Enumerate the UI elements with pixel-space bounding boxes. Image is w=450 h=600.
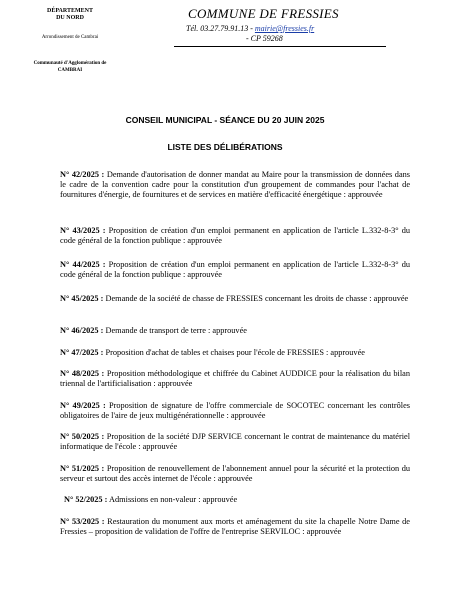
- deliberation-item: [60, 348, 410, 358]
- deliberation-text: Restauration du monument aux morts et aménagement du site la chapelle Notre Dame de Fressies – proposition de validation de l'offre de l'entreprise SERVILOC : approuvée: [60, 517, 410, 536]
- deliberation-number: N° 42/2025 :: [60, 170, 105, 179]
- deliberation-number: N° 43/2025 :: [60, 226, 106, 235]
- deliberation-number: N° 53/2025 :: [60, 517, 105, 526]
- deliberation-text: Demande d'autorisation de donner mandat au Maire pour la transmission de données dans le cadre de la convention cadre pour la constitution d'un groupement de commandes pour l'achat de fournitures d'énergie, de fournitures et de services en matière d'efficacité énergétique : approuvée: [60, 170, 411, 199]
- deliberation-text: Demande de transport de terre : approuvée: [105, 326, 247, 335]
- deliberation-item: [60, 369, 410, 389]
- deliberation-number: N° 44/2025 :: [60, 260, 106, 269]
- deliberation-number: N° 45/2025 :: [60, 294, 104, 303]
- header-divider: [174, 46, 386, 47]
- communaute-label: [20, 60, 120, 74]
- postcode-line: - CP 59268: [246, 34, 283, 43]
- deliberation-number: N° 47/2025 :: [60, 348, 104, 357]
- deliberation-text: Admissions en non-valeur : approuvée: [109, 495, 238, 504]
- deliberation-item: [60, 260, 410, 280]
- deliberation-item: [60, 432, 410, 452]
- deliberation-item: [60, 294, 410, 304]
- deliberation-number: N° 52/2025 :: [64, 495, 108, 504]
- communaute-line-1: Communauté d'Agglomération de: [33, 61, 107, 66]
- deliberation-item: [60, 401, 410, 421]
- deliberation-item: [64, 495, 414, 505]
- deliberation-text: Demande de la société de chasse de FRESSIES concernant les droits de chasse : approuvée: [105, 294, 409, 303]
- deliberation-text: Proposition de signature de l'offre commerciale de SOCOTEC concernant les contrôles obligatoires de l'aire de jeux multigénérationnelle : approuvée: [60, 401, 410, 420]
- department-line-2: DU NORD: [56, 15, 84, 21]
- deliberation-item: [60, 517, 410, 537]
- arrondissement-label: Arrondissement de Cambrai: [41, 35, 99, 40]
- deliberation-item: [60, 226, 410, 246]
- postcode: CP 59268: [250, 34, 283, 43]
- deliberation-number: N° 50/2025 :: [60, 432, 105, 441]
- phone-number: Tél. 03.27.79.91.13: [186, 24, 249, 33]
- deliberation-number: N° 51/2025 :: [60, 464, 105, 473]
- commune-title: COMMUNE DE FRESSIES: [188, 6, 339, 21]
- deliberation-text: Proposition de création d'un emploi permanent en application de l'article L.332-8-3° du code général de la fonction publique : approuvée: [60, 260, 411, 279]
- deliberation-number: N° 49/2025 :: [60, 401, 106, 410]
- deliberation-item: [60, 326, 410, 336]
- deliberation-text: Proposition de la société DJP SERVICE concernant le contrat de maintenance du matériel informatique de l'école : approuvée: [60, 432, 411, 451]
- document-subtitle: LISTE DES DÉLIBÉRATIONS: [167, 142, 283, 152]
- email-link[interactable]: mairie@fressies.fr: [254, 24, 315, 33]
- communaute-line-2: CAMBRAI: [57, 68, 83, 73]
- deliberation-text: Proposition de renouvellement de l'abonnement annuel pour la sécurité et la protection du serveur et surtout des accès internet de l'école : approuvée: [60, 464, 410, 483]
- contact-line: Tél. 03.27.79.91.13 - mairie@fressies.fr: [186, 24, 315, 33]
- document-title: CONSEIL MUNICIPAL - SÉANCE DU 20 JUIN 2025: [125, 115, 325, 125]
- deliberation-number: N° 48/2025 :: [60, 369, 105, 378]
- deliberation-text: Proposition de création d'un emploi permanent en application de l'article L.332-8-3° du code général de la fonction publique : approuvée: [60, 226, 411, 245]
- department-label: [20, 8, 120, 22]
- deliberation-item: [60, 464, 410, 484]
- department-line-1: DÉPARTEMENT: [46, 8, 93, 14]
- deliberation-item: [60, 170, 410, 200]
- deliberation-number: N° 46/2025 :: [60, 326, 104, 335]
- deliberation-text: Proposition d'achat de tables et chaises pour l'école de FRESSIES : approuvée: [105, 348, 365, 357]
- deliberation-text: Proposition méthodologique et chiffrée du Cabinet AUDDICE pour la réalisation du bilan triennal de l'artificialisation : approuvée: [60, 369, 411, 388]
